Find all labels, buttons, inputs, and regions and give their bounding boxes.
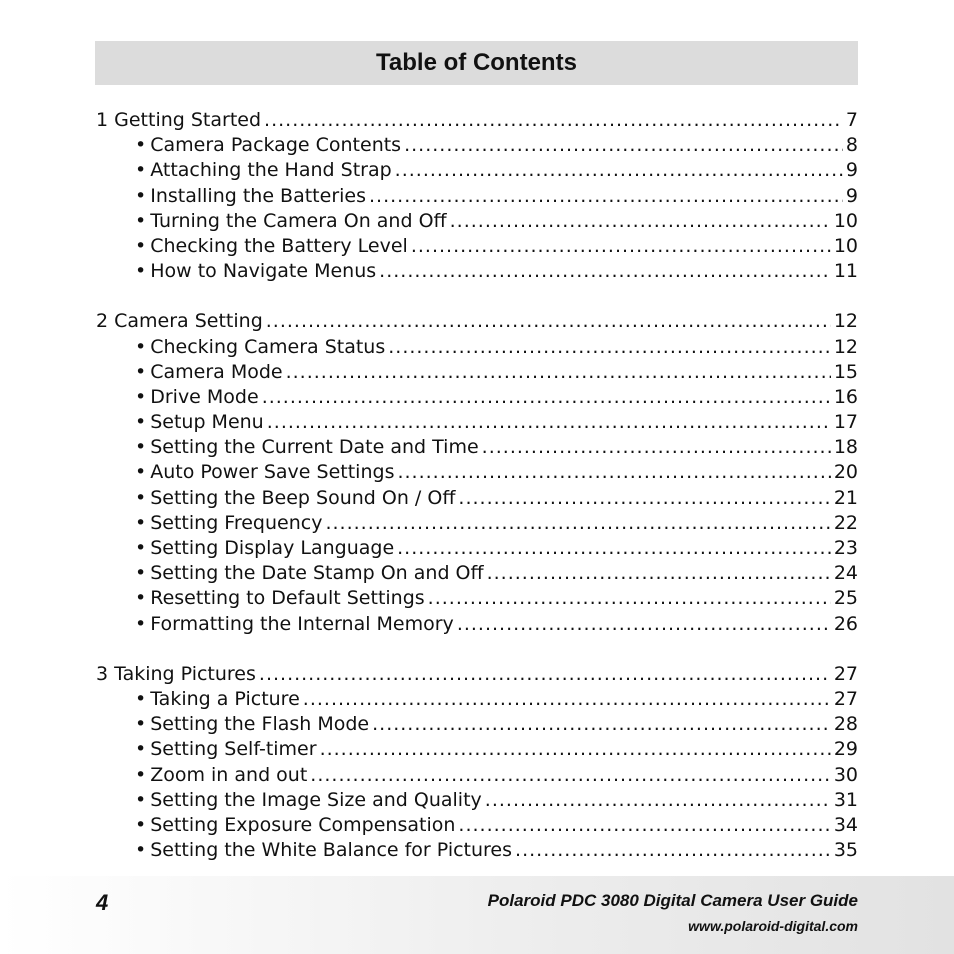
bullet-icon: •: [135, 562, 147, 585]
guide-url: www.polaroid-digital.com: [688, 918, 858, 934]
dot-leader: [428, 586, 831, 611]
bullet-icon: •: [135, 763, 147, 786]
bullet-icon: •: [135, 511, 147, 534]
toc-entry-title: Camera Mode: [150, 360, 283, 383]
toc-subentry[interactable]: [96, 259, 858, 284]
dot-leader: [369, 184, 843, 209]
toc-subentry[interactable]: [96, 158, 858, 183]
dot-leader: [267, 410, 831, 435]
footer-band: [0, 876, 954, 954]
bullet-icon: •: [135, 537, 147, 559]
dot-leader: [325, 511, 830, 536]
bullet-icon: •: [135, 159, 147, 182]
toc-subentry[interactable]: [96, 209, 858, 234]
toc-entry-title: Taking a Picture: [150, 687, 300, 710]
toc-subentry[interactable]: [96, 788, 858, 813]
toc-page-number: 27: [833, 662, 858, 685]
toc-subentry[interactable]: [96, 838, 858, 863]
toc-page-number: 12: [833, 310, 858, 333]
dot-leader: [450, 209, 831, 234]
dot-leader: [487, 561, 831, 586]
dot-leader: [395, 158, 843, 183]
toc-page-number: 21: [833, 486, 858, 509]
dot-leader: [397, 536, 831, 561]
bullet-icon: •: [135, 134, 147, 157]
toc-page-number: 12: [833, 335, 858, 358]
toc-entry-title: Attaching the Hand Strap: [150, 159, 392, 182]
toc-page-number: 17: [833, 411, 858, 434]
toc-entry-title: Auto Power Save Settings: [150, 461, 395, 484]
dot-leader: [411, 234, 831, 259]
toc-entry-title: How to Navigate Menus: [150, 260, 377, 283]
bullet-icon: •: [135, 360, 147, 383]
bullet-icon: •: [135, 411, 147, 434]
bullet-icon: •: [135, 813, 147, 836]
dot-leader: [286, 360, 831, 385]
dot-leader: [458, 486, 830, 511]
toc-section-heading[interactable]: [96, 662, 858, 687]
toc-subentry[interactable]: [96, 460, 858, 485]
toc-section: [96, 662, 858, 864]
bullet-icon: •: [135, 436, 147, 459]
toc-subentry[interactable]: [96, 410, 858, 435]
toc-subentry[interactable]: [96, 486, 858, 511]
dot-leader: [259, 662, 831, 687]
toc-entry-title: Setting the Beep Sound On / Off: [150, 486, 456, 509]
toc-subentry[interactable]: [96, 234, 858, 259]
toc-page-number: 23: [833, 537, 858, 559]
page-title: Table of Contents: [376, 49, 577, 76]
bullet-icon: •: [135, 461, 147, 484]
bullet-icon: •: [135, 234, 147, 257]
toc-entry-title: Camera Package Contents: [150, 134, 402, 157]
toc-page-number: 29: [833, 738, 858, 761]
toc-page-number: 7: [845, 109, 858, 131]
toc-entry-title: Installing the Batteries: [150, 184, 367, 207]
bullet-icon: •: [135, 260, 147, 283]
toc-page-number: 18: [833, 436, 858, 459]
dot-leader: [266, 309, 831, 334]
dot-leader: [310, 763, 831, 788]
bullet-icon: •: [135, 839, 147, 862]
toc-page-number: 25: [833, 587, 858, 610]
toc-subentry[interactable]: [96, 586, 858, 611]
table-of-contents: [96, 108, 858, 888]
toc-subentry[interactable]: [96, 763, 858, 788]
toc-entry-title: Checking the Battery Level: [150, 234, 408, 257]
toc-page-number: 15: [833, 360, 858, 383]
toc-page-number: 10: [833, 234, 858, 257]
toc-section: [96, 309, 858, 636]
toc-subentry[interactable]: [96, 712, 858, 737]
toc-entry-title: Setting the Image Size and Quality: [150, 788, 482, 811]
toc-subentry[interactable]: [96, 133, 858, 158]
toc-subentry[interactable]: [96, 385, 858, 410]
dot-leader: [482, 435, 831, 460]
toc-subentry[interactable]: [96, 536, 858, 561]
toc-page-number: 10: [833, 209, 858, 232]
bullet-icon: •: [135, 788, 147, 811]
dot-leader: [320, 737, 831, 762]
toc-subentry[interactable]: [96, 813, 858, 838]
toc-entry-title: Zoom in and out: [150, 763, 308, 786]
toc-section-heading[interactable]: [96, 309, 858, 334]
toc-entry-title: Setting Frequency: [150, 511, 323, 534]
toc-entry-title: 2 Camera Setting: [96, 310, 263, 333]
toc-page-number: 30: [833, 763, 858, 786]
dot-leader: [458, 813, 830, 838]
page-number: 4: [96, 890, 109, 915]
guide-title: Polaroid PDC 3080 Digital Camera User Guide: [487, 891, 858, 910]
toc-page-number: 27: [833, 687, 858, 710]
toc-page-number: 26: [833, 612, 858, 635]
toc-subentry[interactable]: [96, 612, 858, 637]
toc-subentry[interactable]: [96, 737, 858, 762]
bullet-icon: •: [135, 713, 147, 736]
toc-section: [96, 108, 858, 284]
toc-entry-title: Setting Self-timer: [150, 738, 317, 761]
toc-entry-title: Turning the Camera On and Off: [150, 209, 447, 232]
toc-page-number: 31: [833, 788, 858, 811]
toc-entry-title: Setting Display Language: [150, 537, 395, 559]
toc-page-number: 34: [833, 813, 858, 836]
toc-page-number: 9: [845, 159, 858, 182]
dot-leader: [372, 712, 831, 737]
toc-entry-title: Resetting to Default Settings: [150, 587, 425, 610]
dot-leader: [303, 687, 831, 712]
toc-page-number: 20: [833, 461, 858, 484]
dot-leader: [485, 788, 831, 813]
toc-entry-title: 1 Getting Started: [96, 109, 262, 131]
toc-subentry[interactable]: [96, 435, 858, 460]
dot-leader: [515, 838, 831, 863]
bullet-icon: •: [135, 612, 147, 635]
toc-entry-title: Setting the White Balance for Pictures: [150, 839, 513, 862]
toc-entry-title: Formatting the Internal Memory: [150, 612, 454, 635]
toc-entry-title: Setup Menu: [150, 411, 264, 434]
title-bar: [95, 41, 858, 85]
toc-page-number: 28: [833, 713, 858, 736]
toc-entry-title: Checking Camera Status: [150, 335, 386, 358]
toc-section-heading[interactable]: [96, 108, 858, 133]
dot-leader: [262, 385, 831, 410]
bullet-icon: •: [135, 385, 147, 408]
toc-page-number: 24: [833, 562, 858, 585]
dot-leader: [264, 108, 843, 133]
toc-page-number: 8: [845, 134, 858, 157]
toc-subentry[interactable]: [96, 687, 858, 712]
toc-entry-title: Setting the Date Stamp On and Off: [150, 562, 484, 585]
toc-entry-title: Drive Mode: [150, 385, 259, 408]
bullet-icon: •: [135, 687, 147, 710]
dot-leader: [388, 335, 831, 360]
toc-subentry[interactable]: [96, 335, 858, 360]
bullet-icon: •: [135, 486, 147, 509]
bullet-icon: •: [135, 335, 147, 358]
toc-subentry[interactable]: [96, 511, 858, 536]
toc-entry-title: Setting the Current Date and Time: [150, 436, 479, 459]
toc-entry-title: Setting the Flash Mode: [150, 713, 370, 736]
bullet-icon: •: [135, 184, 147, 207]
toc-page-number: 16: [833, 385, 858, 408]
toc-subentry[interactable]: [96, 184, 858, 209]
toc-page-number: 9: [845, 184, 858, 207]
toc-entry-title: Setting Exposure Compensation: [150, 813, 456, 836]
bullet-icon: •: [135, 738, 147, 761]
toc-page-number: 35: [833, 839, 858, 862]
toc-entry-title: 3 Taking Pictures: [96, 662, 256, 685]
dot-leader: [404, 133, 843, 158]
toc-page-number: 22: [833, 511, 858, 534]
toc-subentry[interactable]: [96, 561, 858, 586]
dot-leader: [379, 259, 831, 284]
toc-subentry[interactable]: [96, 360, 858, 385]
toc-page-number: 11: [833, 260, 858, 283]
dot-leader: [397, 460, 830, 485]
dot-leader: [457, 612, 831, 637]
bullet-icon: •: [135, 209, 147, 232]
bullet-icon: •: [135, 587, 147, 610]
